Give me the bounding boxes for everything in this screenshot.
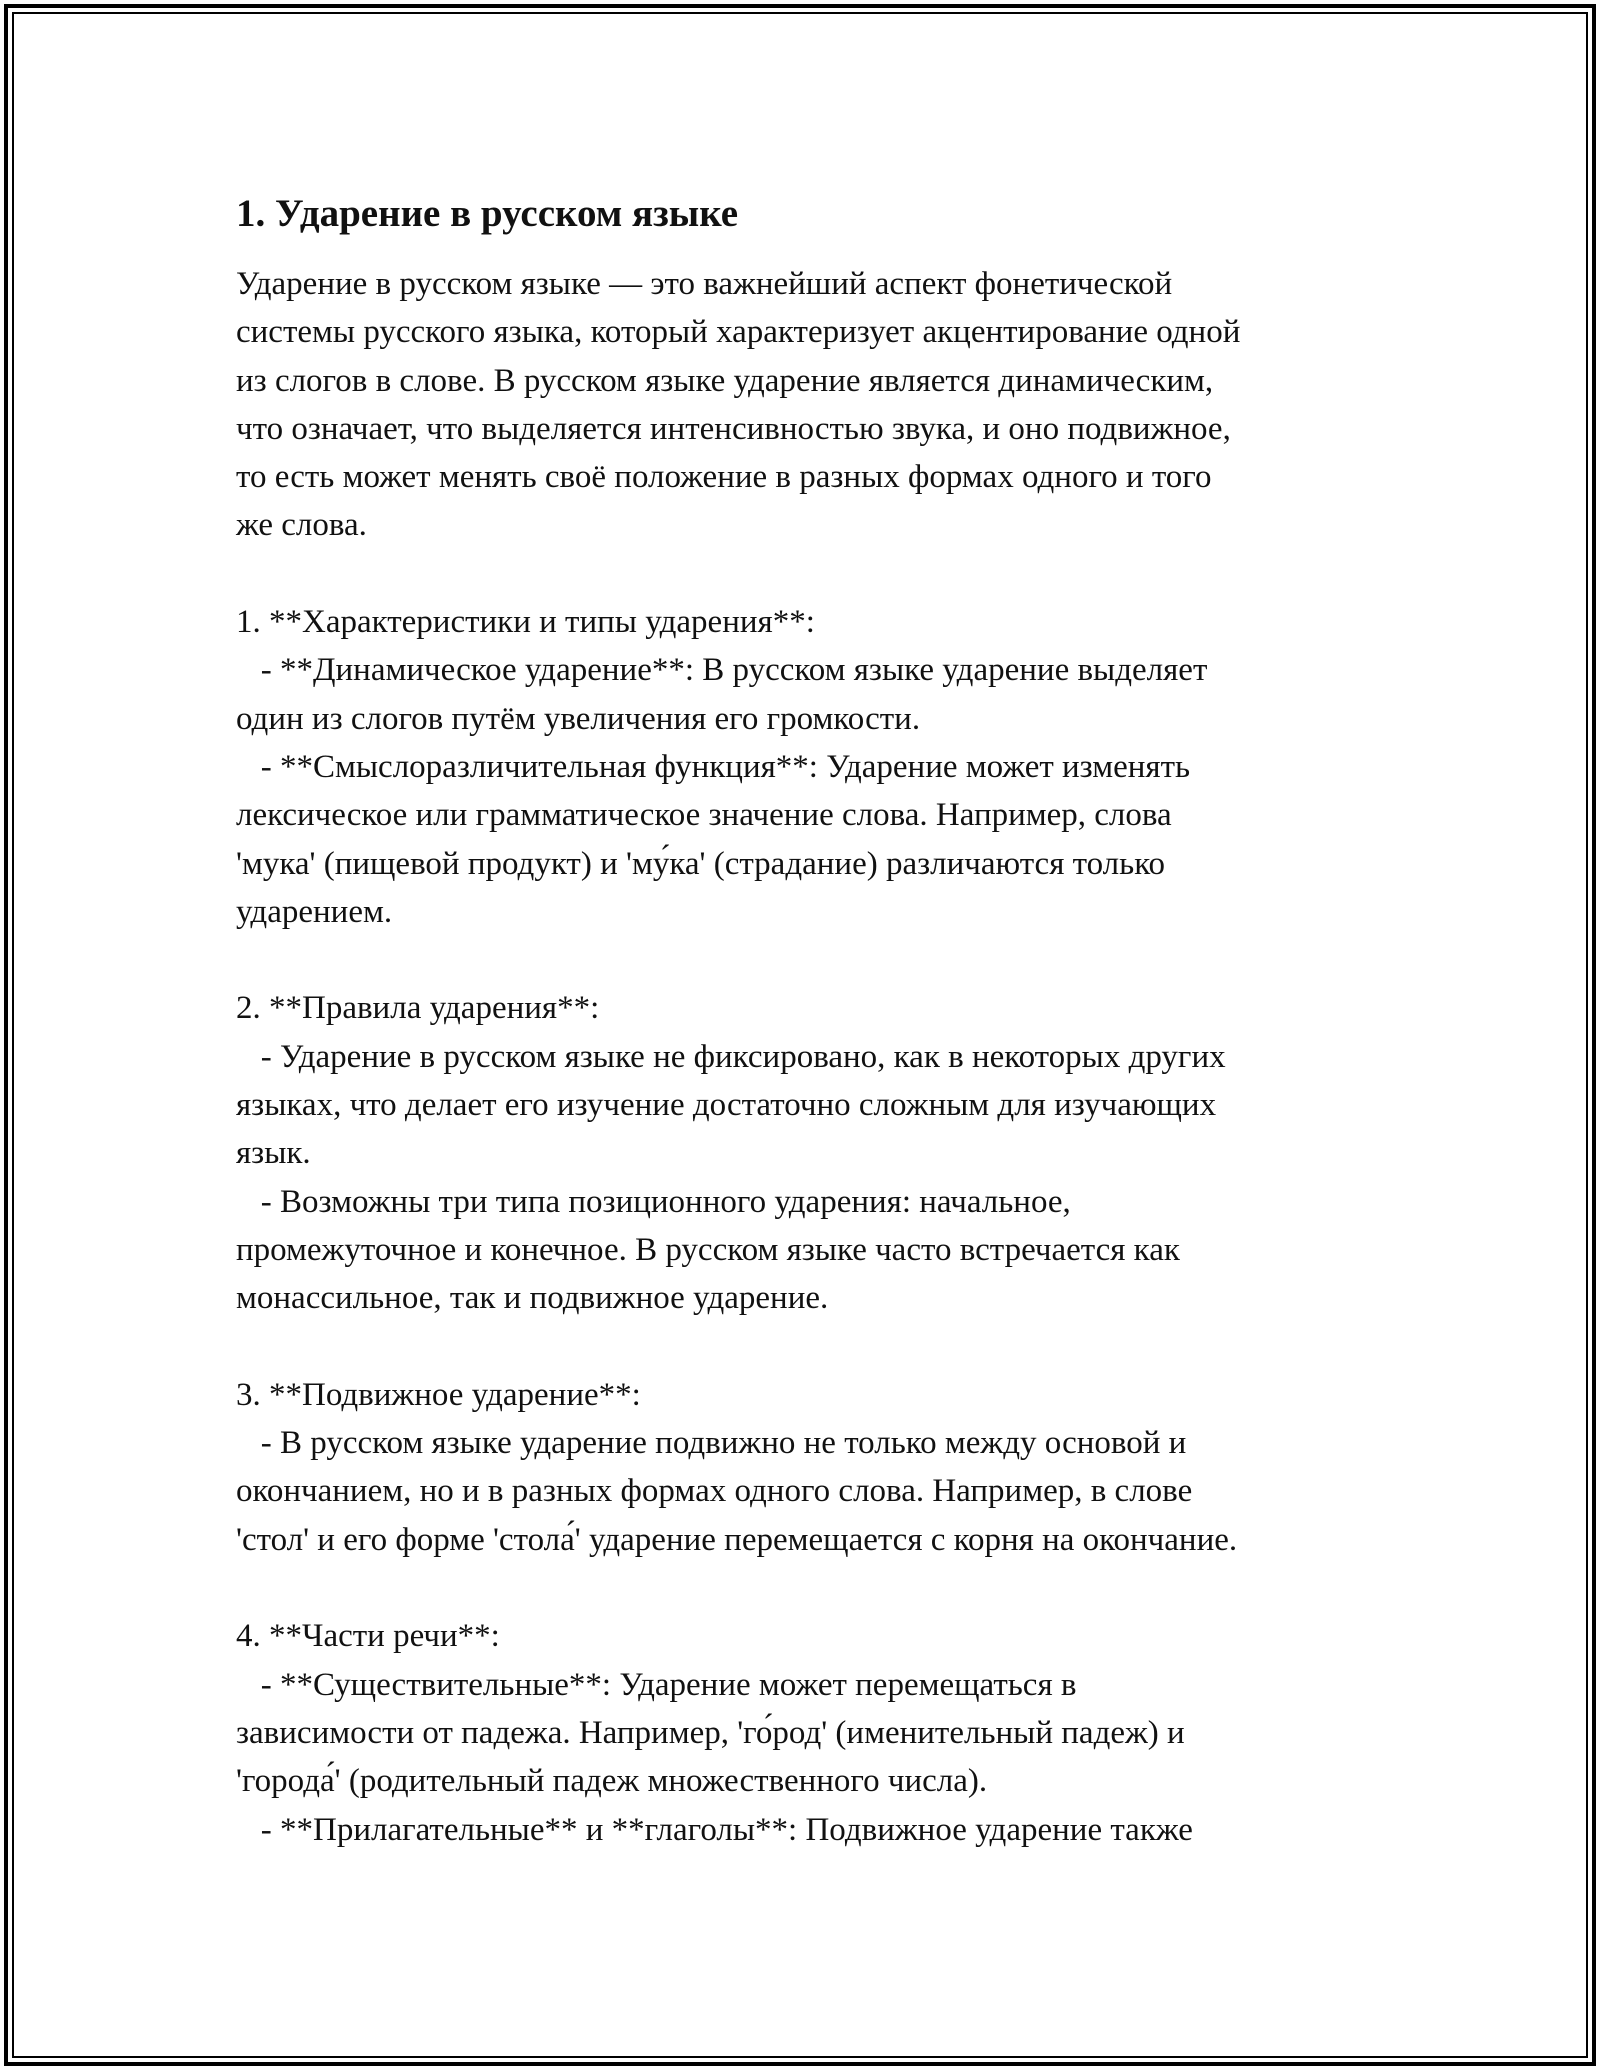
document-title: 1. Ударение в русском языке [236, 192, 739, 235]
document-content [236, 190, 1396, 1854]
document-body: Ударение в русском языке — это важнейший аспект фонетической системы русского языка, который характеризует акцентирование одной из слогов в слове. В русском языке ударение является динамическим, что означает, что выделяется интенсивностью звука, и оно подвижное, то есть может менять своё положение в разных формах одного и того же слова. 1. **Характеристики и типы ударения**: - **Динамическое ударение**: В русском языке ударение выделяет один из слогов путём увеличения его громкости. - **Смыслоразличительная функция**: Ударение может изменять лексическое или грамматическое значение слова. Например, слова 'мука' (пищевой продукт) и 'му́ка' (страдание) различаются только ударением. 2. **Правила ударения**: - Ударение в русском языке не фиксировано, как в некоторых других языках, что делает его изучение достаточно сложным для изучающих язык. - Возможны три типа позиционного ударения: начальное, промежуточное и конечное. В русском языке часто встречается как монассильное, так и подвижное ударение. 3. **Подвижное ударение**: - В русском языке ударение подвижно не только между основой и окончанием, но и в разных формах одного слова. Например, в слове 'стол' и его форме 'стола́' ударение перемещается с корня на окончание. 4. **Части речи**: - **Существительные**: Ударение может перемещаться в зависимости от падежа. Например, 'го́род' (именительный падеж) и 'города́' (родительный падеж множественного числа). - **Прилагательные** и **глаголы**: Подвижное ударение также [236, 266, 1241, 1848]
